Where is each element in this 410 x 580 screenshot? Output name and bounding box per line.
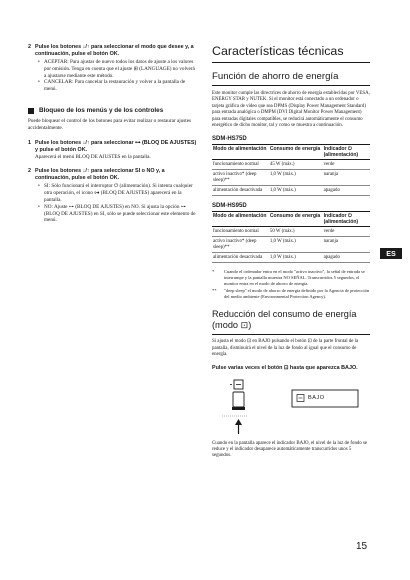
step-number: 2 bbox=[28, 44, 31, 50]
table-cell: verde bbox=[323, 227, 370, 237]
power-table-hs95d bbox=[212, 211, 370, 263]
osd-label: BAJO bbox=[308, 394, 325, 401]
footnote-text: Cuando el ordenador entra en el modo "activo inactivo", la señal de entrada se interrumpe y la pantalla muestra NO SEÑAL. Transcurridos 5 segundos, el monitor entra en el modo de ahorro de energía. bbox=[224, 269, 365, 287]
model-name: SDM-HS75D bbox=[212, 136, 247, 143]
table-cell: verde bbox=[323, 160, 370, 170]
footnote-mark: ** bbox=[212, 287, 217, 293]
table-cell: activo inactivo* (deep sleep)** bbox=[212, 170, 269, 186]
section-title: Reducción del consumo de energía (modo ⊡) bbox=[212, 309, 357, 331]
step-number: 2 bbox=[28, 168, 31, 175]
step-number: 1 bbox=[28, 139, 31, 146]
intro-paragraph: Este monitor cumple las directrices de ahorro de energía establecidas por VESA, ENERGY STAR y NUTEK. Si el monitor está conectado a un ordenador o tarjeta gráfica de vídeo que sea DPMS (Display Power Management Standard) para entrada analógica o DMPM (DVI Digital Monitor Power Management) para entradas digitales compatibles, se reducirá automáticamente el consumo energético de dicho monitor, tal y como se muestra a continuación. bbox=[212, 91, 370, 129]
lock-options-list bbox=[38, 183, 198, 224]
picture-mode-button[interactable] bbox=[232, 392, 245, 410]
footnote-mark: * bbox=[212, 269, 215, 275]
table-header-row bbox=[212, 145, 370, 160]
table-row bbox=[212, 237, 370, 253]
divider bbox=[212, 85, 370, 86]
osd-indicator bbox=[292, 390, 358, 407]
closing-paragraph: Cuando en la pantalla aparece el indicador BAJO, el nivel de la luz de fondo se reduce y el indicador desaparece automáticamente transcurridos unos 5 segundos. bbox=[212, 440, 368, 459]
button-osd-diagram bbox=[212, 376, 370, 438]
table-cell: 45 W (máx.) bbox=[269, 160, 323, 170]
step-1-select-lock bbox=[28, 140, 198, 161]
section-body: Si ajusta el modo ⊡ en BAJO pulsando el botón ⊡ de la parte frontal de la pantalla, disminuirá el nivel de la luz de fondo al igual que el consumo de energía. bbox=[212, 339, 359, 358]
table-cell: 50 W (máx.) bbox=[269, 227, 323, 237]
step-2-select-mode bbox=[28, 44, 198, 58]
list-item: • ACEPTAR: Para ajustar de nuevo todos los datos de ajuste a los valores por omisión. Tenga en cuenta que el ajuste ⊞ (LANGUAGE) no volverá a ajustarse mediante este método. bbox=[38, 59, 198, 79]
table-row bbox=[212, 186, 370, 196]
step-text: Pulse los botones ↓/↑ para seleccionar el modo que desee y, a continuación, pulse el botón OK. bbox=[35, 44, 194, 57]
right-column bbox=[212, 44, 370, 460]
table-cell: 1,0 W (máx.) bbox=[269, 253, 323, 263]
table-cell: naranja bbox=[323, 170, 370, 186]
footnote-text: "deep sleep" el modo de ahorro de energía definido por la Agencia de protección del medio ambiente (Environmental Protection Agency). bbox=[224, 287, 370, 299]
step-text: Pulse los botones ↓/↑ para seleccionar SI o NO y, a continuación, pulse el botón OK. bbox=[35, 168, 165, 182]
table-cell: naranja bbox=[323, 237, 370, 253]
table-cell: apagado bbox=[323, 253, 370, 263]
mode-button-illustration bbox=[212, 376, 370, 438]
table-cell: alimentación desactivada bbox=[212, 253, 269, 263]
instruction: Pulse varias veces el botón ⊡ hasta que aparezca BAJO. bbox=[212, 364, 358, 371]
mode-icon bbox=[230, 380, 243, 389]
footnote bbox=[212, 269, 370, 286]
footnote bbox=[212, 288, 370, 300]
page-number: 15 bbox=[356, 541, 368, 552]
table-cell: 1,0 W (máx.) bbox=[269, 237, 323, 253]
power-table-hs75d bbox=[212, 144, 370, 196]
table-cell: alimentación desactivada bbox=[212, 186, 269, 196]
column-header: Modo de alimentación bbox=[212, 212, 269, 227]
section-title: Función de ahorro de energía bbox=[212, 71, 339, 82]
left-column bbox=[28, 44, 198, 224]
model-name: SDM-HS95D bbox=[212, 203, 247, 210]
table-cell: 1,0 W (máx.) bbox=[269, 170, 323, 186]
step-2-select-yes-no bbox=[28, 168, 198, 182]
table-cell: apagado bbox=[323, 186, 370, 196]
step-text: Pulse los botones ↓/↑ para seleccionar ⊶ (BLOQ DE AJUSTES) y pulse el botón OK. bbox=[35, 139, 197, 153]
table-cell: funcionamiento normal bbox=[212, 160, 269, 170]
list-item: • SI: Sólo funcionará el interruptor ⏻ (alimentación). Si intenta cualquier otra operación, el icono ⊶ (BLOQ DE AJUSTES) aparecerá en la pantalla. bbox=[38, 183, 198, 203]
column-header: Indicador ⏻ (alimentación) bbox=[323, 212, 370, 227]
column-header: Consumo de energía bbox=[269, 212, 323, 227]
table-row bbox=[212, 227, 370, 237]
press-arrow-icon bbox=[235, 419, 242, 434]
square-bullet-icon bbox=[28, 108, 34, 114]
table-row bbox=[212, 160, 370, 170]
language-tab: ES bbox=[380, 248, 402, 259]
footnotes bbox=[212, 269, 370, 299]
section-title: Bloqueo de los menús y de los controles bbox=[39, 106, 164, 114]
table-row bbox=[212, 253, 370, 263]
column-header: Modo de alimentación bbox=[212, 145, 269, 160]
section-heading-lock bbox=[28, 107, 198, 115]
column-header: Consumo de energía bbox=[269, 145, 323, 160]
divider bbox=[212, 334, 370, 335]
list-item: • NO: Ajuste ⊶ (BLOQ DE AJUSTES) en NO. Si ajusta la opción ⊶ (BLOQ DE AJUSTES) en SI, sólo se puede seleccionar este elemento de menú. bbox=[38, 204, 198, 224]
column-header: Indicador ⏻ (alimentación) bbox=[323, 145, 370, 160]
reset-options-list bbox=[38, 59, 198, 93]
page-title: Características técnicas bbox=[212, 44, 370, 63]
table-cell: 1,0 W (máx.) bbox=[269, 186, 323, 196]
list-item: • CANCELAR: Para cancelar la restauración y volver a la pantalla de menú. bbox=[38, 79, 198, 93]
table-row bbox=[212, 170, 370, 186]
table-cell: funcionamiento normal bbox=[212, 227, 269, 237]
section-intro: Puede bloquear el control de los botones para evitar realizar o restaurar ajustes accidentalmente. bbox=[28, 117, 192, 131]
table-header-row bbox=[212, 212, 370, 227]
step-note: Aparecerá el menú BLOQ DE AJUSTES en la pantalla. bbox=[35, 153, 151, 160]
table-cell: activo inactivo* (deep sleep)** bbox=[212, 237, 269, 253]
